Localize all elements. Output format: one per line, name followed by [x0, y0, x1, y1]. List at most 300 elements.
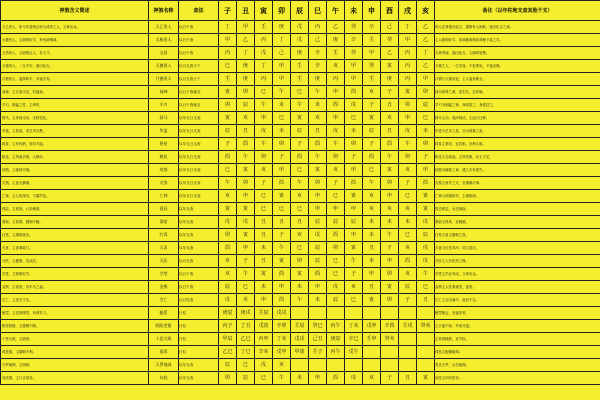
branch-cell: 申	[345, 164, 363, 177]
row-description: 寡宿，主孤寡，婚姻不顺。	[1, 216, 149, 229]
branch-cell: 申	[255, 112, 273, 125]
cond-header: 查法	[179, 1, 219, 21]
branch-cell: 乙巳	[219, 346, 237, 359]
row-condition: 日柱	[179, 320, 219, 333]
branch-cell: 庚辰	[327, 333, 345, 346]
branch-cell: 寅	[273, 190, 291, 203]
table-row	[1, 320, 600, 333]
table-body	[1, 21, 600, 385]
branch-cell: 巳	[291, 86, 309, 99]
branch-cell: 申	[327, 203, 345, 216]
row-name: 天医	[149, 255, 179, 268]
table-row	[1, 190, 600, 203]
table-row	[1, 138, 600, 151]
table-row	[1, 268, 600, 281]
branch-cell: 巳	[417, 281, 435, 294]
branch-cell: 乙	[417, 21, 435, 34]
row-description: 月德贵人，温厚和平，多福多寿。	[1, 73, 149, 86]
branch-cell: 寅	[345, 242, 363, 255]
branch-cell: 午	[309, 151, 327, 164]
branch-cell: 亥	[381, 112, 399, 125]
branch-cell: 未	[309, 294, 327, 307]
row-condition: 以日柱查	[179, 294, 219, 307]
branch-cell: 丑	[255, 216, 273, 229]
branch-cell: 丑	[291, 216, 309, 229]
branch-cell: 戌	[345, 99, 363, 112]
branch-cell: 申	[309, 281, 327, 294]
branch-cell: 卯	[219, 229, 237, 242]
row-name: 羊刃	[149, 99, 179, 112]
table-row	[1, 164, 600, 177]
branch-cell: 辛	[309, 60, 327, 73]
right-header: 备注（以年柱地支查其他干支）	[435, 1, 600, 21]
branch-cell: 卯	[345, 138, 363, 151]
branch-cell: 乙	[327, 21, 345, 34]
branch-cell: 子	[381, 86, 399, 99]
branch-cell: 未	[345, 125, 363, 138]
row-condition: 以年支查	[179, 216, 219, 229]
branch-cell: 癸巳	[309, 320, 327, 333]
branch-cell: 寅	[219, 112, 237, 125]
branch-cell: 酉	[273, 268, 291, 281]
branch-cell: 申	[309, 372, 327, 385]
branch-cell: 午	[291, 294, 309, 307]
branch-cell: 庚	[327, 34, 345, 47]
branch-cell: 未	[291, 372, 309, 385]
row-description: 孤鸾煞，主婚姻不利。	[1, 346, 149, 359]
branch-cell: 戊	[291, 34, 309, 47]
branch-cell: 卯	[381, 294, 399, 307]
branch-cell: 辛酉	[381, 320, 399, 333]
branch-cell: 子	[399, 294, 417, 307]
branch-header: 戌	[399, 1, 417, 21]
table-row	[1, 203, 600, 216]
branch-cell: 亥	[273, 359, 291, 372]
branch-cell: 子	[273, 229, 291, 242]
branch-cell: 寅	[363, 112, 381, 125]
branch-cell: 寅	[417, 190, 435, 203]
branch-cell: 子	[345, 268, 363, 281]
branch-cell: 丑	[399, 372, 417, 385]
row-note: 主夫妻不和，外家冷退。	[435, 320, 600, 333]
branch-cell: 申	[273, 60, 291, 73]
row-name: 金舆	[149, 281, 179, 294]
branch-cell: 寅	[219, 86, 237, 99]
branch-cell: 亥	[363, 86, 381, 99]
branch-cell	[291, 307, 309, 320]
table-row	[1, 294, 600, 307]
row-description: 华盖，主孤高，喜艺术宗教。	[1, 125, 149, 138]
branch-cell: 丁丑	[237, 320, 255, 333]
branch-cell: 卯	[381, 268, 399, 281]
row-name: 勾绞	[149, 372, 179, 385]
branch-cell: 辰	[219, 281, 237, 294]
branch-cell: 午	[255, 138, 273, 151]
branch-cell: 丑	[309, 125, 327, 138]
row-note: 天喜与红鸾对冲，同主喜庆。	[435, 242, 600, 255]
row-condition: 日柱	[179, 333, 219, 346]
branch-cell: 戌	[219, 294, 237, 307]
branch-cell: 辛卯	[273, 320, 291, 333]
branch-header: 亥	[417, 1, 435, 21]
branch-cell	[399, 307, 417, 320]
branch-cell: 己	[273, 47, 291, 60]
row-name: 学堂	[149, 268, 179, 281]
branch-cell: 子	[363, 138, 381, 151]
branch-cell: 巳	[363, 164, 381, 177]
branch-cell: 申	[237, 242, 255, 255]
branch-cell: 亥	[327, 60, 345, 73]
branch-cell: 申	[381, 190, 399, 203]
row-name: 文昌	[149, 47, 179, 60]
row-note: 文章秀丽，逢凶化吉，主聪明智慧。	[435, 47, 600, 60]
branch-cell: 巳	[219, 164, 237, 177]
branch-cell: 寅	[237, 203, 255, 216]
branch-cell: 庚	[309, 73, 327, 86]
branch-cell: 亥	[327, 164, 345, 177]
branch-cell: 巳	[291, 242, 309, 255]
branch-cell: 丑	[381, 125, 399, 138]
branch-cell: 卯	[381, 177, 399, 190]
branch-cell: 申	[381, 255, 399, 268]
branch-cell: 申	[273, 164, 291, 177]
row-name: 月德贵人	[149, 73, 179, 86]
branch-cell: 酉	[219, 242, 237, 255]
branch-cell: 巳	[327, 255, 345, 268]
branch-cell: 子	[255, 177, 273, 190]
row-condition: 以日干查	[179, 268, 219, 281]
branch-cell: 酉	[309, 268, 327, 281]
branch-cell: 巳	[255, 86, 273, 99]
branch-cell: 酉	[327, 229, 345, 242]
row-name: 魁罡	[149, 307, 179, 320]
row-name: 天罗地网	[149, 359, 179, 372]
branch-cell	[363, 307, 381, 320]
row-note: 羊刃为刚猛之神，身弱喜之，身强忌之。	[435, 99, 600, 112]
branch-cell: 亥	[219, 255, 237, 268]
branch-cell: 酉	[237, 138, 255, 151]
branch-cell: 午	[327, 138, 345, 151]
branch-cell: 戊	[291, 21, 309, 34]
table-row	[1, 242, 600, 255]
branch-cell: 寅	[255, 268, 273, 281]
branch-cell: 亥	[399, 268, 417, 281]
branch-cell	[309, 359, 327, 372]
branch-cell: 甲	[273, 73, 291, 86]
row-name: 空亡	[149, 294, 179, 307]
header-row	[1, 1, 600, 21]
branch-cell: 甲寅	[291, 346, 309, 359]
branch-cell: 丙申	[255, 333, 273, 346]
branch-cell: 甲	[237, 21, 255, 34]
table-row	[1, 229, 600, 242]
branch-cell: 庚	[237, 73, 255, 86]
row-description: 孤辰，主孤独，六亲缘薄。	[1, 203, 149, 216]
branch-cell: 辰	[309, 242, 327, 255]
table-row	[1, 255, 600, 268]
branch-cell: 癸	[363, 60, 381, 73]
branch-cell: 庚辰	[219, 307, 237, 320]
branch-cell: 亥	[237, 294, 255, 307]
branch-cell: 丁巳	[237, 346, 255, 359]
branch-cell	[417, 359, 435, 372]
branch-cell	[381, 359, 399, 372]
branch-cell: 壬	[363, 73, 381, 86]
branch-cell: 壬子	[309, 346, 327, 359]
branch-cell: 丁	[219, 21, 237, 34]
branch-cell: 亥	[345, 281, 363, 294]
row-name: 太极贵人	[149, 34, 179, 47]
row-condition: 以年支日支查	[179, 112, 219, 125]
branch-cell: 壬	[291, 73, 309, 86]
branch-cell: 寅	[363, 294, 381, 307]
branch-cell	[417, 346, 435, 359]
branch-cell: 辰	[327, 294, 345, 307]
row-description: 天德贵人，一生平安，逢凶化吉。	[1, 60, 149, 73]
branch-cell: 卯	[255, 151, 273, 164]
branch-cell: 甲辰	[219, 333, 237, 346]
branch-cell: 丙午	[327, 320, 345, 333]
branch-cell	[309, 307, 327, 320]
branch-cell: 丁	[237, 47, 255, 60]
branch-cell: 壬	[219, 73, 237, 86]
branch-cell: 巳	[237, 281, 255, 294]
branch-cell: 午	[291, 99, 309, 112]
branch-cell: 酉	[219, 151, 237, 164]
branch-cell: 戌	[417, 242, 435, 255]
row-name: 阴阳差错	[149, 320, 179, 333]
branch-cell: 亥	[255, 164, 273, 177]
branch-cell: 辛巳	[345, 333, 363, 346]
row-name: 红鸾	[149, 229, 179, 242]
row-description: 羊刃，刚猛之性，主刑伤。	[1, 99, 149, 112]
branch-cell: 癸	[381, 34, 399, 47]
row-description: 天医，主健康，宜从医。	[1, 255, 149, 268]
branch-cell: 亥	[237, 112, 255, 125]
left-header: 神煞含义简述	[1, 1, 149, 21]
branch-cell: 亥	[399, 242, 417, 255]
branch-cell: 午	[273, 86, 291, 99]
branch-cell: 丑	[417, 294, 435, 307]
row-description: 亡神，主心机深沉，不露声色。	[1, 190, 149, 203]
branch-cell: 戌	[327, 125, 345, 138]
branch-cell	[345, 359, 363, 372]
branch-cell: 寅	[381, 60, 399, 73]
branch-cell: 甲	[219, 34, 237, 47]
branch-cell: 酉	[273, 177, 291, 190]
row-condition: 以日干查地支	[179, 86, 219, 99]
branch-cell: 寅	[237, 229, 255, 242]
row-note: 空亡主吉凶减半，虚而不实。	[435, 294, 600, 307]
branch-cell: 寅	[381, 164, 399, 177]
branch-cell: 巳	[399, 229, 417, 242]
branch-cell: 巳	[327, 190, 345, 203]
row-condition: 以日干查	[179, 21, 219, 34]
branch-cell: 丁	[273, 34, 291, 47]
branch-cell: 子	[363, 99, 381, 112]
branch-cell	[417, 307, 435, 320]
branch-cell: 未	[255, 242, 273, 255]
row-condition: 以日干查	[179, 281, 219, 294]
branch-cell: 亥	[219, 190, 237, 203]
row-name: 灾煞	[149, 177, 179, 190]
row-condition: 以年支日支查	[179, 151, 219, 164]
branch-cell: 壬戌	[399, 320, 417, 333]
row-condition: 以年支日支查	[179, 138, 219, 151]
branch-cell: 丙	[309, 21, 327, 34]
branch-cell: 子	[381, 372, 399, 385]
branch-header: 未	[345, 1, 363, 21]
branch-cell: 辰	[417, 99, 435, 112]
branch-cell: 辰	[417, 229, 435, 242]
branch-cell	[291, 359, 309, 372]
branch-cell: 卯	[417, 138, 435, 151]
branch-cell: 戌	[327, 281, 345, 294]
branch-cell: 巳	[237, 359, 255, 372]
branch-cell: 申	[345, 229, 363, 242]
branch-header: 辰	[291, 1, 309, 21]
branch-cell: 申	[255, 294, 273, 307]
branch-cell: 戌	[345, 372, 363, 385]
branch-cell: 申	[273, 281, 291, 294]
branch-header: 午	[327, 1, 345, 21]
row-note: 亡神与劫煞相对，主城府深。	[435, 190, 600, 203]
branch-cell: 寅	[237, 164, 255, 177]
row-condition: 以年支日支查	[179, 190, 219, 203]
row-note: 禄为养命之源，喜生旺，忌冲破。	[435, 86, 600, 99]
row-note: 主人聪明好学，喜神秘事物如命理卜筮之学。	[435, 34, 600, 47]
branch-cell: 戊戌	[291, 333, 309, 346]
row-condition: 以日干查	[179, 34, 219, 47]
branch-cell: 戊申	[363, 320, 381, 333]
branch-cell: 亥	[363, 190, 381, 203]
row-name: 天乙贵人	[149, 21, 179, 34]
branch-cell: 戌	[255, 125, 273, 138]
branch-cell: 寅	[417, 203, 435, 216]
row-condition: 以年支日支查	[179, 125, 219, 138]
branch-cell: 丑	[237, 125, 255, 138]
branch-cell: 酉	[381, 138, 399, 151]
branch-cell: 辰	[291, 125, 309, 138]
row-name: 天喜	[149, 242, 179, 255]
row-note: 寡宿主孤单，宜晚婚。	[435, 216, 600, 229]
table-row	[1, 307, 600, 320]
row-description: 将星，主有权柄，领导才能。	[1, 138, 149, 151]
branch-cell: 申	[363, 268, 381, 281]
branch-cell: 亥	[363, 203, 381, 216]
branch-cell: 丁亥	[273, 333, 291, 346]
branch-header: 卯	[273, 1, 291, 21]
row-note: 男忌孤辰，女忌寡宿。	[435, 203, 600, 216]
row-name: 驿马	[149, 112, 179, 125]
row-condition: 以日干查	[179, 47, 219, 60]
branch-cell: 申	[417, 164, 435, 177]
branch-cell: 癸	[345, 21, 363, 34]
branch-cell: 丁未	[345, 320, 363, 333]
table-row	[1, 21, 600, 34]
branch-cell: 卯	[327, 242, 345, 255]
table-row	[1, 177, 600, 190]
branch-cell: 午	[309, 86, 327, 99]
table-row	[1, 125, 600, 138]
branch-cell	[363, 359, 381, 372]
branch-header: 子	[219, 1, 237, 21]
branch-cell: 巳	[273, 203, 291, 216]
branch-cell: 午	[381, 229, 399, 242]
row-name: 劫煞	[149, 164, 179, 177]
branch-cell: 卯	[291, 255, 309, 268]
row-note: 金舆主人性柔貌美，富贵。	[435, 281, 600, 294]
branch-cell	[327, 359, 345, 372]
row-note: 男忌天罗，女忌地网。	[435, 359, 600, 372]
branch-cell: 午	[237, 151, 255, 164]
branch-cell: 丑	[381, 99, 399, 112]
branch-cell: 巳	[273, 112, 291, 125]
branch-header: 申	[363, 1, 381, 21]
table-row	[1, 112, 600, 125]
row-description: 空亡，主虚空不实。	[1, 294, 149, 307]
branch-cell: 乙	[417, 60, 435, 73]
row-condition: 以年支查	[179, 229, 219, 242]
row-description: 红鸾，主婚姻喜庆。	[1, 229, 149, 242]
branch-cell: 戊	[255, 47, 273, 60]
branch-cell: 己丑	[309, 333, 327, 346]
branch-cell: 丑	[363, 281, 381, 294]
table-row	[1, 359, 600, 372]
branch-cell: 巳	[291, 164, 309, 177]
branch-cell: 酉	[327, 372, 345, 385]
branch-cell: 己	[309, 34, 327, 47]
row-description: 魁罡，主性格刚烈，有领导力。	[1, 307, 149, 320]
branch-cell: 亥	[309, 112, 327, 125]
row-description: 灾煞，主血光横祸。	[1, 177, 149, 190]
branch-header: 巳	[309, 1, 327, 21]
branch-cell: 戌	[399, 125, 417, 138]
table-row	[1, 73, 600, 86]
branch-cell: 辛	[345, 34, 363, 47]
row-condition: 以年支查	[179, 203, 219, 216]
branch-cell	[345, 307, 363, 320]
branch-cell: 酉	[309, 138, 327, 151]
branch-cell: 巳	[399, 190, 417, 203]
branch-cell: 卯	[219, 372, 237, 385]
branch-cell: 乙	[417, 34, 435, 47]
branch-cell: 申	[345, 203, 363, 216]
name-header: 神煞名称	[149, 1, 179, 21]
branch-cell: 卯	[327, 151, 345, 164]
row-note: 主家财耗散，宜节俭。	[435, 333, 600, 346]
branch-cell: 戌	[417, 255, 435, 268]
table-row	[1, 216, 600, 229]
row-description: 十恶大败，主破财。	[1, 333, 149, 346]
branch-cell: 乙	[381, 47, 399, 60]
row-note: 桃花又名咸池，主异性缘，亦主才艺。	[435, 151, 600, 164]
row-name: 孤辰	[149, 203, 179, 216]
branch-cell: 乙巳	[237, 333, 255, 346]
row-condition: 以年支日支查	[179, 164, 219, 177]
branch-cell: 未	[417, 125, 435, 138]
row-name: 天德贵人	[149, 60, 179, 73]
branch-cell: 癸亥	[381, 333, 399, 346]
row-note: 华盖为艺术之星，亦为孤寡之星。	[435, 125, 600, 138]
row-note: 驿马主动，逢冲则动，主远行迁移。	[435, 112, 600, 125]
branch-cell: 巳	[255, 203, 273, 216]
branch-cell: 申	[309, 190, 327, 203]
branch-cell: 丙	[327, 73, 345, 86]
branch-cell: 戌	[255, 359, 273, 372]
branch-cell: 卯	[417, 86, 435, 99]
branch-cell	[399, 346, 417, 359]
